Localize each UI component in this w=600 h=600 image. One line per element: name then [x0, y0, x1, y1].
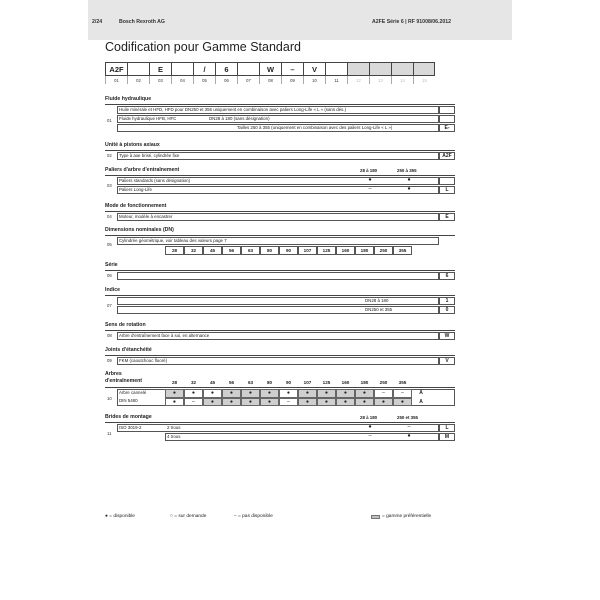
shaft-size-label: 32: [190, 380, 197, 385]
type-code-cell: V: [303, 62, 325, 76]
nominal-size-cell: 56: [222, 246, 241, 255]
shaft-availability-cell: ●: [241, 389, 260, 398]
fluid-option-hfb-size: DN28 à 180 (sans désignation): [209, 116, 270, 121]
type-code-position: 09: [281, 76, 303, 84]
shaft-availability-cell: ●: [241, 398, 260, 407]
shaft-availability-cell: ●: [374, 398, 393, 407]
type-code-cell: [413, 62, 435, 76]
type-code-position: 03: [149, 76, 171, 84]
page-title: Codification pour Gamme Standard: [105, 40, 301, 54]
shaft-availability-cell: ●: [260, 398, 279, 407]
shaft-size-label: 90: [285, 380, 292, 385]
shaft-availability-cell: ●: [298, 389, 317, 398]
page-header: [88, 0, 512, 40]
shaft-availability-cell: –: [393, 389, 412, 398]
nominal-size-cell: 45: [203, 246, 222, 255]
nominal-size-cell: 160: [336, 246, 355, 255]
shaft-code: A: [419, 398, 423, 405]
shaft-size-label: 250: [379, 380, 388, 385]
datasheet-page: 2/24 Bosch Rexroth AG A2FE Série 6 | RF 91008/06.2012 Codification pour Gamme Standard A2F E / 6 W – V 01 02 03 04 05 06 07 08 09 10 11 12 13 14 15 Fluide hydraulique 01 Huile minérale et HFD, HFD pour DN250 et 355 uniquement en combinaison avec paliers Long-Life « L » (sans dés.) Fluide hydraulique HFB, HFC DN28 à 180 (sans désignation) Tailles 250 à 355 (uniquement en combinaison avec des paliers Long-Life « L ») E- Unité à pistons axiaux 02 Type à axe brisé, cylindrée fixe A2F Paliers d'arbre d'entraînement 28 à 180 250 à 355 03 Paliers standards (sans désignation) ● ● Paliers Long-Life – ● L Mode de fonctionnement 04 Moteur, modèle à encastrer E Dimensions nominales (DN) 05 Cylindrée géométrique, voir tableau des valeurs page 7 28 32 45 56 63 80 90 107 125 160 180 250 355 Série 06 6 Indice 07 DN28 à 180 DN250 et 355 1 0 Sens de rotation 08 Arbre d'entraînement face à soi, en alternance W Joints d'étanchéité 09 FKM (caoutchouc fluoré) V Arbres d'entraînement 28 32 45 56 63 80 90 107 125 160 180 250 355 10 Arbre cannelé DIN 5480 ● ● ● ● ● ● ● ● ● ● ● – – A ● – ● ● ● ● – ● ● ● ● ● ● A Brides de montage 28 à 180 250 et 355 11 ISO 3019-2 2 trous ● – 4 trous – ● L M ● = disponible ○ = sur demande – = pas disponible = gamme préférentielle: [88, 0, 512, 600]
shaft-code: A: [419, 390, 423, 396]
type-code-position: 13: [369, 76, 391, 84]
nominal-size-cell: 63: [241, 246, 260, 255]
type-code-cell: 6: [215, 62, 237, 76]
nominal-size-cell: 250: [374, 246, 393, 255]
legend-not-available: – = pas disponible: [234, 514, 273, 519]
shaft-availability-cell: ●: [184, 389, 203, 398]
type-code-position: 04: [171, 76, 193, 84]
nominal-size-cell: 32: [184, 246, 203, 255]
unit-code: A2F: [442, 153, 452, 159]
type-code-position: 06: [215, 76, 237, 84]
shaft-availability-cell: –: [374, 389, 393, 398]
shaft-availability-cell: ●: [222, 389, 241, 398]
shaft-size-label: 80: [266, 380, 273, 385]
fluid-option-hfb-hfc: Fluide hydraulique HFB, HFC: [119, 116, 177, 121]
type-code-cell: –: [281, 62, 303, 76]
fluid-option-large-sizes: Tailles 250 à 355 (uniquement en combinaison avec des paliers Long-Life « L »): [237, 125, 393, 130]
type-code-cell: [325, 62, 347, 76]
nominal-size-cell: 90: [279, 246, 298, 255]
preferred-range-swatch: [371, 515, 380, 519]
nominal-size-cell: 180: [355, 246, 374, 255]
shaft-availability-cell: ●: [165, 389, 184, 398]
nominal-size-cell: 125: [317, 246, 336, 255]
shaft-size-label: 28: [171, 380, 178, 385]
legend-on-request: ○ = sur demande: [170, 514, 207, 519]
section-title: Fluide hydraulique: [105, 96, 152, 102]
shaft-size-label: 355: [398, 380, 407, 385]
shaft-availability-cell: ●: [203, 389, 222, 398]
shaft-availability-cell: ●: [355, 389, 374, 398]
type-code-cell: W: [259, 62, 281, 76]
type-code-cell: /: [193, 62, 215, 76]
shaft-size-label: 180: [360, 380, 369, 385]
shaft-availability-cell: ●: [336, 389, 355, 398]
legend-preferred: = gamme préférentielle: [382, 514, 432, 519]
company-name: Bosch Rexroth AG: [119, 19, 165, 25]
type-code-cell: [369, 62, 391, 76]
type-code-position: 02: [127, 76, 149, 84]
nominal-size-cell: 355: [393, 246, 412, 255]
shaft-availability-cell: ●: [165, 398, 184, 407]
shaft-availability-cell: ●: [298, 398, 317, 407]
shaft-availability-cell: ●: [317, 398, 336, 407]
type-code-cell: [171, 62, 193, 76]
shaft-availability-cell: ●: [222, 398, 241, 407]
shaft-availability-cell: ●: [336, 398, 355, 407]
type-code-cell: [347, 62, 369, 76]
type-code-cell: [237, 62, 259, 76]
shaft-availability-cell: ●: [317, 389, 336, 398]
shaft-availability-cell: ●: [203, 398, 222, 407]
type-code-position: 07: [237, 76, 259, 84]
nominal-size-cell: 28: [165, 246, 184, 255]
shaft-size-label: 160: [341, 380, 350, 385]
type-code-position: 01: [105, 76, 127, 84]
type-code-cell: E: [149, 62, 171, 76]
shaft-size-label: 56: [228, 380, 235, 385]
shaft-availability-cell: ●: [355, 398, 374, 407]
type-code-position: 11: [325, 76, 347, 84]
shaft-size-label: 125: [322, 380, 331, 385]
shaft-size-label: 107: [303, 380, 312, 385]
type-code-cell: A2F: [105, 62, 127, 76]
type-code-row: [105, 62, 435, 76]
type-code-position: 12: [347, 76, 369, 84]
shaft-availability-cell: –: [279, 398, 298, 407]
nominal-size-cell: 80: [260, 246, 279, 255]
shaft-availability-cell: ●: [393, 398, 412, 407]
type-code-position: 15: [413, 76, 435, 84]
fluid-code: E-: [444, 125, 450, 131]
type-code-position: 14: [391, 76, 413, 84]
shaft-availability-cell: ●: [260, 389, 279, 398]
shaft-size-label: 45: [209, 380, 216, 385]
type-code-position-numbers: [105, 76, 435, 84]
type-code-position: 05: [193, 76, 215, 84]
shaft-availability-cell: ●: [279, 389, 298, 398]
type-code-cell: [391, 62, 413, 76]
page-number: 2/24: [92, 19, 103, 25]
type-code-position: 08: [259, 76, 281, 84]
shaft-size-label: 63: [247, 380, 254, 385]
legend-available: ● = disponible: [105, 514, 135, 519]
shaft-availability-cell: –: [184, 398, 203, 407]
fluid-option-mineral: Huile minérale et HFD, HFD pour DN250 et 355 uniquement en combinaison avec paliers Long-Life « L » (sans dés.): [119, 107, 347, 112]
doc-reference: A2FE Série 6 | RF 91008/06.2012: [372, 19, 452, 25]
type-code-cell: [127, 62, 149, 76]
nominal-size-cell: 107: [298, 246, 317, 255]
type-code-position: 10: [303, 76, 325, 84]
